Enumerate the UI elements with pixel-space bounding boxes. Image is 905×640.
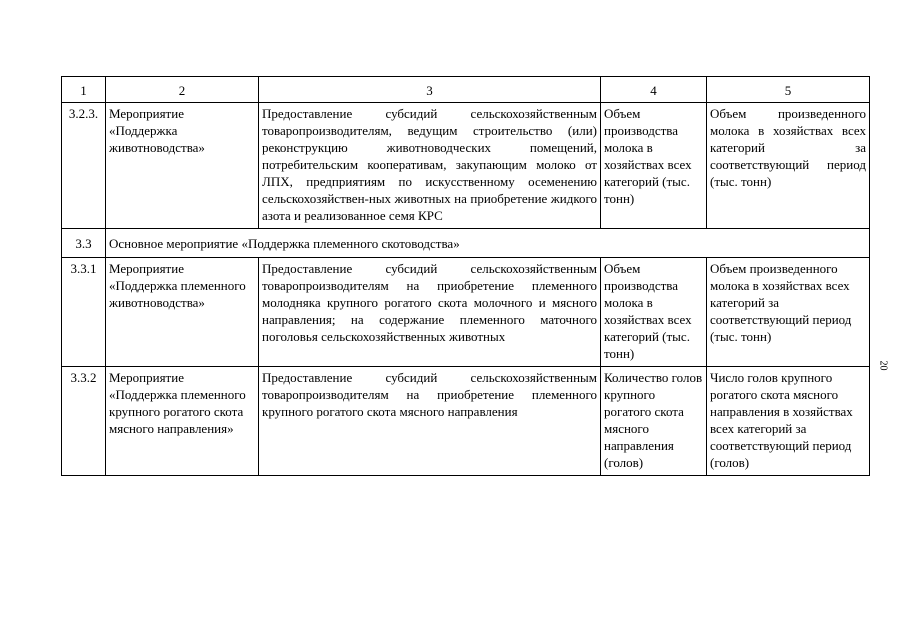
table-row <box>62 103 870 229</box>
row-number: 3.3 <box>62 229 106 258</box>
header-cell-5: 5 <box>707 77 870 103</box>
page-number: 20 <box>877 360 889 371</box>
row-number: 3.2.3. <box>62 103 106 229</box>
header-cell-4: 4 <box>601 77 707 103</box>
measure: Объем произведенного молока в хозяйствах всех категорий за соответствующий период (тыс. тонн) <box>707 103 870 229</box>
section-title: Основное мероприятие «Поддержка племенного скотоводства» <box>106 229 870 258</box>
table-header-row <box>62 77 870 103</box>
event-name: Мероприятие «Поддержка племенного животноводства» <box>106 258 259 367</box>
measure: Число голов крупного рогатого скота мясного направления в хозяйствах всех категорий за соответствующий период (голов) <box>707 367 870 476</box>
row-number: 3.3.2 <box>62 367 106 476</box>
program-table <box>61 76 870 476</box>
table-section-row <box>62 229 870 258</box>
header-cell-2: 2 <box>106 77 259 103</box>
table-row <box>62 367 870 476</box>
event-description: Предоставление субсидий сельскохозяйственным товаропроизводителям на приобретение племенного молодняка крупного рогатого скота молочного и мясного направления; на содержание племенного маточного поголовья сельскохозяйственных животных <box>259 258 601 367</box>
header-cell-1: 1 <box>62 77 106 103</box>
event-name: Мероприятие «Поддержка животноводства» <box>106 103 259 229</box>
indicator: Объем производства молока в хозяйствах всех категорий (тыс. тонн) <box>601 258 707 367</box>
table-row <box>62 258 870 367</box>
event-description: Предоставление субсидий сельскохозяйственным товаропроизводителям, ведущим строительство (или) реконструкцию животноводческих помещений, потребительским кооперативам, закупающим молоко от ЛПХ, предприятиям по искусственному осеменению сельскохозяйствен-ных животных на приобретение жидкого азота и реализованное семя КРС <box>259 103 601 229</box>
row-number: 3.3.1 <box>62 258 106 367</box>
event-description: Предоставление субсидий сельскохозяйственным товаропроизводителям на приобретение племенного крупного рогатого скота мясного направления <box>259 367 601 476</box>
measure: Объем произведенного молока в хозяйствах всех категорий за соответствующий период (тыс. тонн) <box>707 258 870 367</box>
indicator: Объем производства молока в хозяйствах всех категорий (тыс. тонн) <box>601 103 707 229</box>
header-cell-3: 3 <box>259 77 601 103</box>
event-name: Мероприятие «Поддержка племенного крупного рогатого скота мясного направления» <box>106 367 259 476</box>
indicator: Количество голов крупного рогатого скота мясного направления (голов) <box>601 367 707 476</box>
